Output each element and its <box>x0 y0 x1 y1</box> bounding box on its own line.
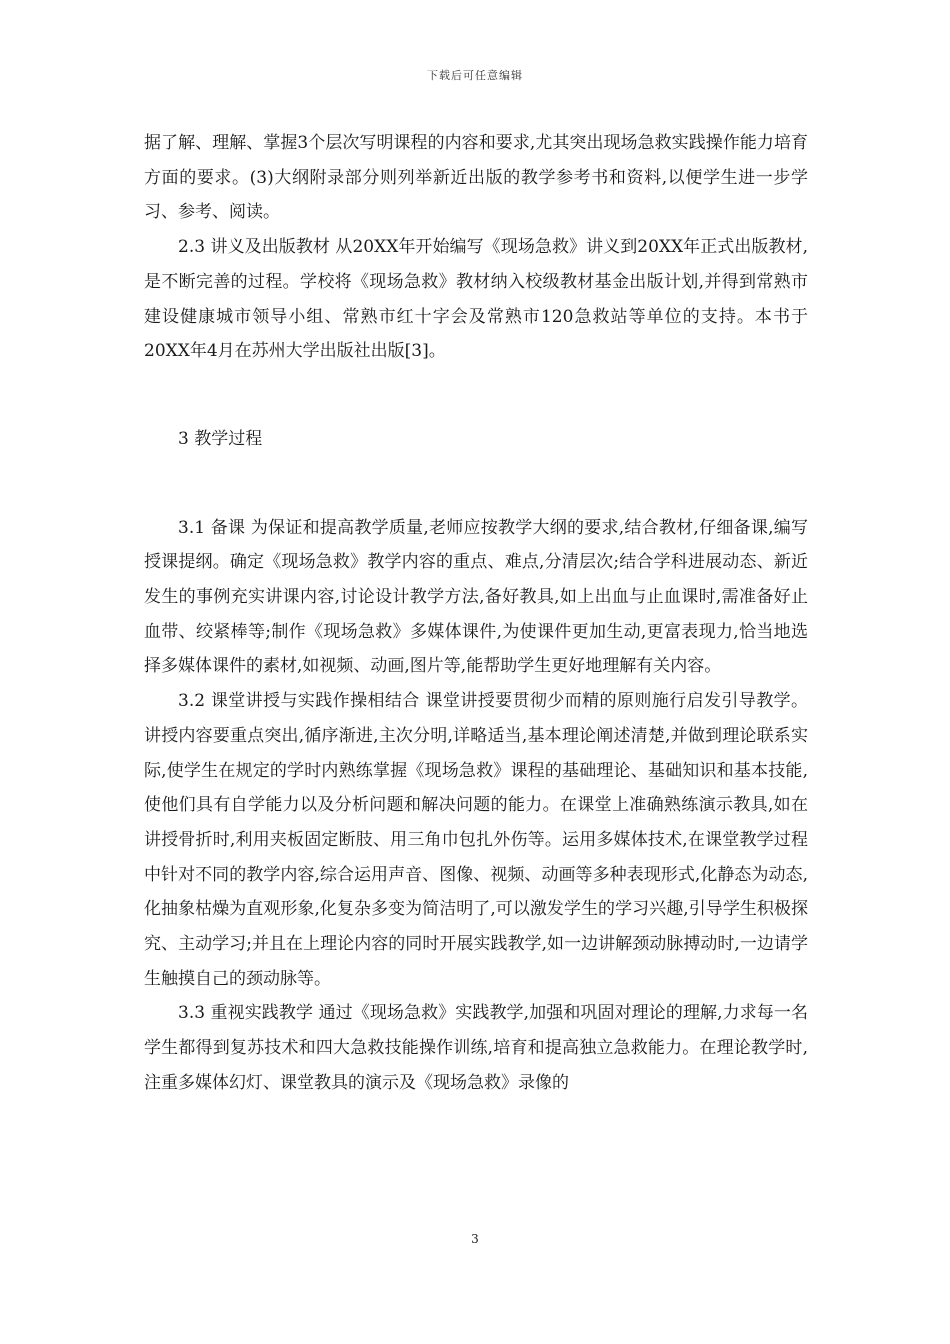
paragraph-3-3-practical-teaching: 3.3 重视实践教学 通过《现场急救》实践教学,加强和巩固对理论的理解,力求每一名学生都得到复苏技术和四大急救技能操作训练,培育和提高独立急救能力。在理论教学时,注重多媒体幻灯、课堂教具的演示及《现场急救》录像的 <box>144 1003 808 1093</box>
paragraph-3-1-lesson-prep: 3.1 备课 为保证和提高教学质量,老师应按教学大纲的要求,结合教材,仔细备课,编写授课提纲。确定《现场急救》教学内容的重点、难点,分清层次;结合学科进展动态、新近发生的事例充实讲课内容,讨论设计教学方法,备好教具,如上出血与止血课时,需准备好止血带、绞紧棒等;制作《现场急救》多媒体课件,为使课件更加生动,更富表现力,恰当地选择多媒体课件的素材,如视频、动画,图片等,能帮助学生更好地理解有关内容。 <box>144 517 808 677</box>
spacer <box>144 457 808 511</box>
document-body <box>144 126 808 1101</box>
paragraph-3-2-lecture-practice: 3.2 课堂讲授与实践作操相结合 课堂讲授要贯彻少而精的原则施行启发引导教学。讲授内容要重点突出,循序渐进,主次分明,详略适当,基本理论阐述清楚,并做到理论联系实际,使学生在规定的学时内熟练掌握《现场急救》课程的基础理论、基础知识和基本技能,使他们具有自学能力以及分析问题和解决问题的能力。在课堂上准确熟练演示教具,如在讲授骨折时,利用夹板固定断肢、用三角巾包扎外伤等。运用多媒体技术,在课堂教学过程中针对不同的教学内容,综合运用声音、图像、视频、动画等多种表现形式,化静态为动态,化抽象枯燥为直观形象,化复杂多变为简洁明了,可以激发学生的学习兴趣,引导学生积极探究、主动学习;并且在上理论内容的同时开展实践教学,如一边讲解颈动脉搏动时,一边请学生触摸自己的颈动脉等。 <box>144 691 808 989</box>
page-header-note: 下载后可任意编辑 <box>427 69 523 82</box>
page-number: 3 <box>471 1232 479 1246</box>
paragraph-2-3-textbooks: 2.3 讲义及出版教材 从20XX年开始编写《现场急救》讲义到20XX年正式出版教材,是不断完善的过程。学校将《现场急救》教材纳入校级教材基金出版计划,并得到常熟市建设健康城市领导小组、常熟市红十字会及常熟市120急救站等单位的支持。本书于20XX年4月在苏州大学出版社出版[3]。 <box>144 237 808 362</box>
spacer <box>144 369 808 422</box>
section-heading-3: 3 教学过程 <box>178 428 263 449</box>
paragraph-continuation: 据了解、理解、掌握3个层次写明课程的内容和要求,尤其突出现场急救实践操作能力培育方面的要求。(3)大纲附录部分则列举新近出版的教学参考书和资料,以便学生进一步学习、参考、阅读。 <box>144 133 808 223</box>
